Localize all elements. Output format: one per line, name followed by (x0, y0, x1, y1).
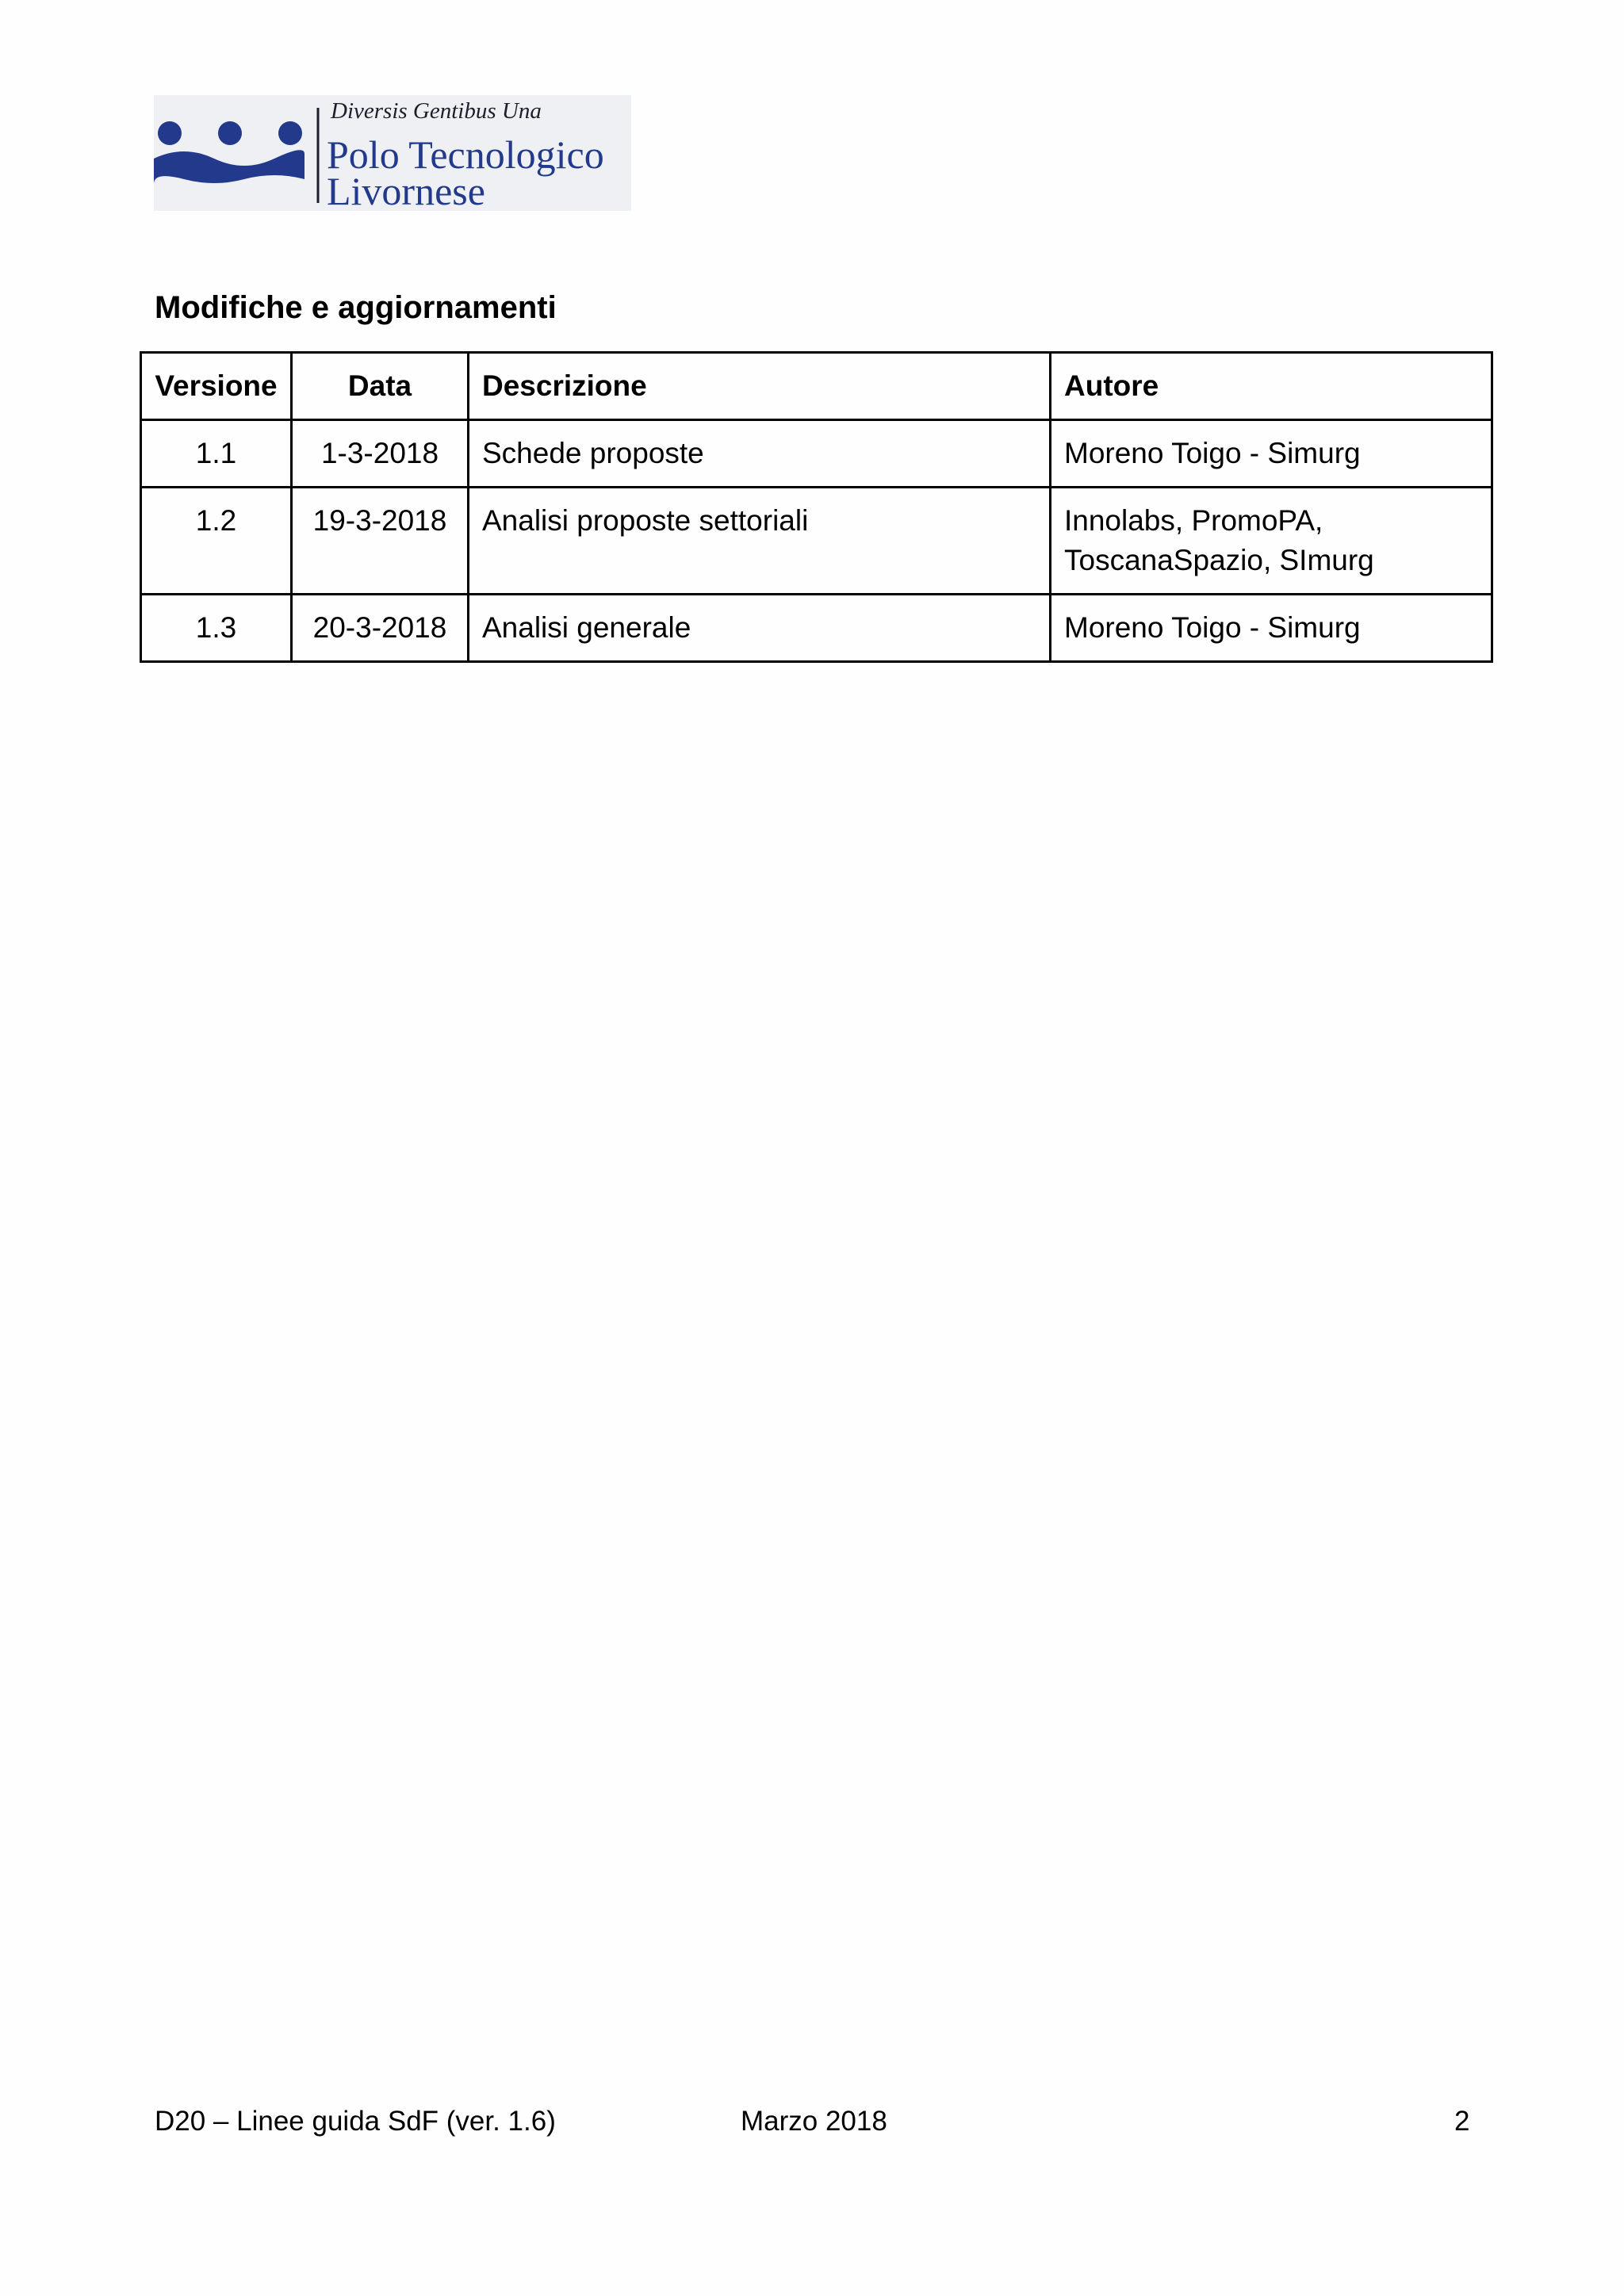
cell-description: Analisi generale (469, 595, 1051, 662)
footer-document-name: D20 – Linee guida SdF (ver. 1.6) (155, 2106, 556, 2137)
footer-page-number: 2 (1454, 2106, 1470, 2137)
column-header-author: Autore (1051, 353, 1492, 420)
logo-name-line1: Polo Tecnologico (327, 132, 604, 177)
cell-author: Moreno Toigo - Simurg (1051, 595, 1492, 662)
footer-date: Marzo 2018 (741, 2106, 887, 2137)
cell-version: 1.2 (141, 488, 292, 595)
polo-tecnologico-logo (154, 95, 631, 211)
cell-description: Schede proposte (469, 420, 1051, 488)
cell-version: 1.1 (141, 420, 292, 488)
section-title: Modifiche e aggiornamenti (155, 290, 557, 325)
table-row (141, 488, 1492, 595)
table-header-row (141, 353, 1492, 420)
cell-date: 19-3-2018 (292, 488, 469, 595)
cell-date: 20-3-2018 (292, 595, 469, 662)
column-header-version: Versione (141, 353, 292, 420)
cell-description: Analisi proposte settoriali (469, 488, 1051, 595)
column-header-date: Data (292, 353, 469, 420)
cell-author: Innolabs, PromoPA, ToscanaSpazio, SImurg (1051, 488, 1492, 595)
cell-date: 1-3-2018 (292, 420, 469, 488)
cell-version: 1.3 (141, 595, 292, 662)
logo-motto: Diversis Gentibus Una (331, 98, 542, 124)
changes-table (140, 351, 1493, 663)
logo-name-line2: Livornese (327, 169, 485, 211)
table-row (141, 420, 1492, 488)
column-header-description: Descrizione (469, 353, 1051, 420)
cell-author: Moreno Toigo - Simurg (1051, 420, 1492, 488)
table-row (141, 595, 1492, 662)
